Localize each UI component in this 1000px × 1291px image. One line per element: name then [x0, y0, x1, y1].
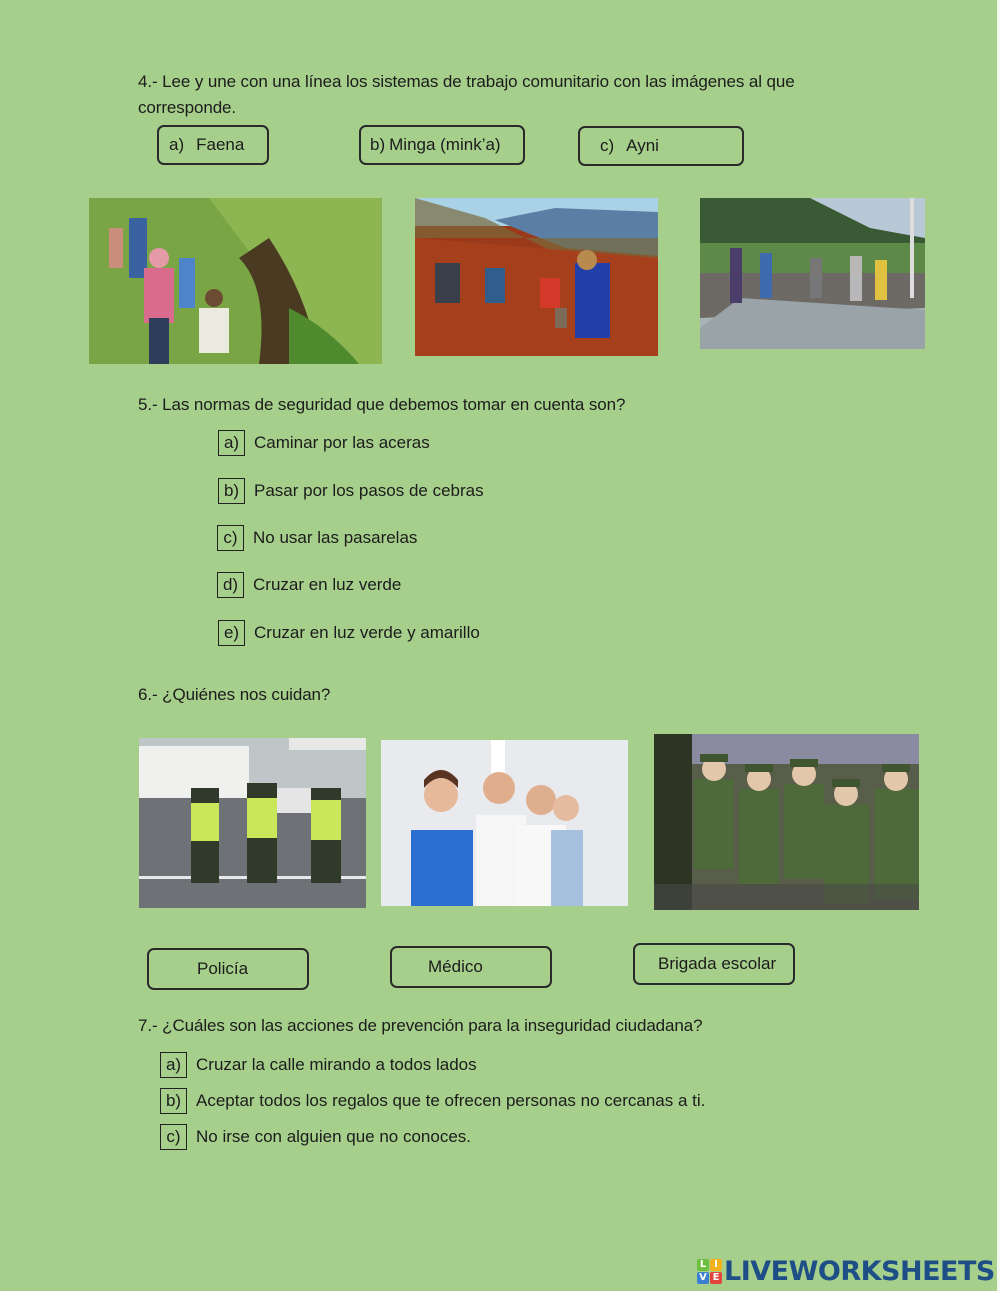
option-letter: a): [218, 430, 245, 456]
q5-option-d[interactable]: [217, 572, 401, 598]
liveworksheets-logo[interactable]: [697, 1256, 995, 1287]
option-letter: a): [160, 1052, 187, 1078]
q5-option-b[interactable]: [218, 478, 484, 504]
q7-option-a[interactable]: [160, 1052, 477, 1078]
q7-option-b[interactable]: [160, 1088, 705, 1114]
question-5-prompt: 5.- Las normas de seguridad que debemos tomar en cuenta son?: [138, 395, 626, 414]
option-letter: a): [169, 135, 185, 154]
option-minga[interactable]: [359, 125, 525, 165]
label-medico[interactable]: [390, 946, 552, 988]
option-label: Caminar por las aceras: [254, 433, 430, 452]
label-text: Médico: [428, 957, 483, 976]
hillside-digging-photo[interactable]: [89, 198, 382, 364]
logo-letter: I: [710, 1259, 722, 1271]
road-construction-photo[interactable]: [700, 198, 925, 349]
option-letter: b): [218, 478, 245, 504]
option-letter: c): [600, 136, 615, 155]
logo-text: LIVEWORKSHEETS: [724, 1256, 995, 1287]
field-farming-photo[interactable]: [415, 198, 658, 356]
q7-option-c[interactable]: [160, 1124, 471, 1150]
q5-option-c[interactable]: [217, 525, 417, 551]
option-label: No irse con alguien que no conoces.: [196, 1127, 472, 1146]
logo-letter: V: [697, 1272, 709, 1284]
q5-option-a[interactable]: [218, 430, 430, 456]
label-text: Policía: [197, 959, 249, 978]
option-letter: b): [370, 135, 386, 154]
option-label: Aceptar todos los regalos que te ofrecen personas no cercanas a ti.: [196, 1091, 706, 1110]
option-label: Pasar por los pasos de cebras: [254, 481, 484, 500]
question-4-line2: corresponde.: [138, 98, 237, 117]
option-label: Ayni: [626, 136, 659, 155]
question-6-prompt: 6.- ¿Quiénes nos cuidan?: [138, 685, 331, 704]
option-label: Cruzar en luz verde: [253, 575, 402, 594]
option-letter: d): [217, 572, 244, 598]
option-letter: e): [218, 620, 245, 646]
q5-option-e[interactable]: [218, 620, 480, 646]
option-label: No usar las pasarelas: [253, 528, 418, 547]
question-4-line1: 4.- Lee y une con una línea los sistemas de trabajo comunitario con las imágenes al que: [138, 72, 795, 91]
logo-letter: E: [710, 1272, 722, 1284]
option-faena[interactable]: [157, 125, 269, 165]
option-label: Faena: [196, 135, 245, 154]
option-label: Cruzar la calle mirando a todos lados: [196, 1055, 477, 1074]
option-label: Cruzar en luz verde y amarillo: [254, 623, 480, 642]
question-7-prompt: 7.- ¿Cuáles son las acciones de prevención para la inseguridad ciudadana?: [138, 1016, 703, 1035]
school-brigade-photo[interactable]: [654, 734, 919, 910]
option-label: Minga (mink’a): [389, 135, 501, 154]
option-letter: c): [217, 525, 244, 551]
police-officers-photo[interactable]: [139, 738, 366, 908]
label-brigada-escolar[interactable]: [633, 943, 795, 985]
option-letter: c): [160, 1124, 187, 1150]
option-letter: b): [160, 1088, 187, 1114]
logo-letter: L: [697, 1259, 709, 1271]
label-text: Brigada escolar: [658, 954, 777, 973]
label-policia[interactable]: [147, 948, 309, 990]
medical-staff-photo[interactable]: [381, 740, 628, 906]
option-ayni[interactable]: [578, 126, 744, 166]
logo-live-icon: [697, 1259, 722, 1284]
question-4-prompt: [138, 69, 898, 121]
